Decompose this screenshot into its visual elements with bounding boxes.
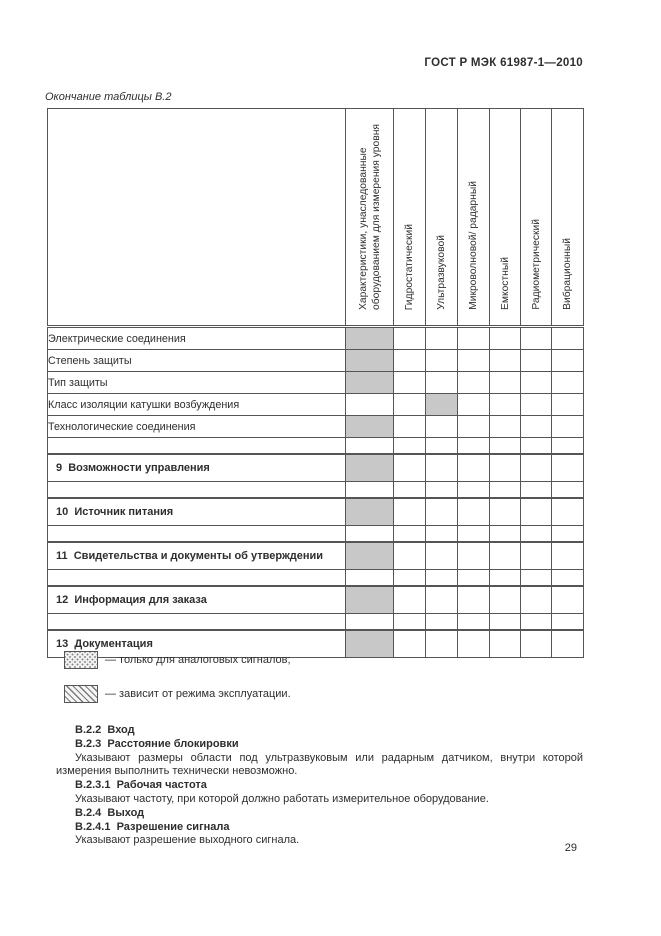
- section-paragraph: Указывают размеры области под ультразвуковым или радарным датчиком, внутри которой измерения выполнить технически невозможно.: [56, 751, 583, 778]
- data-cell: [490, 482, 521, 499]
- data-cell: [394, 526, 426, 543]
- data-cell: [458, 416, 490, 438]
- data-cell: [394, 542, 426, 570]
- document-title: ГОСТ Р МЭК 61987-1—2010: [424, 57, 583, 69]
- row-label-cell: 12 Информация для заказа: [48, 586, 346, 614]
- data-cell: [490, 327, 521, 350]
- data-cell: [552, 498, 584, 526]
- data-cell: [426, 482, 458, 499]
- data-cell: [521, 482, 552, 499]
- data-cell: [426, 526, 458, 543]
- data-cell: [394, 498, 426, 526]
- rotated-header-label: Микроволновой/ радарный: [468, 181, 479, 310]
- data-cell: [394, 394, 426, 416]
- section-paragraph: Указывают частоту, при которой должно работать измерительное оборудование.: [75, 792, 489, 805]
- data-cell: [552, 586, 584, 614]
- header-device-cell: [426, 109, 458, 327]
- row-label-cell: [48, 482, 346, 499]
- data-cell: [426, 372, 458, 394]
- data-cell: [346, 394, 394, 416]
- data-cell: [552, 630, 584, 658]
- data-cell: [521, 372, 552, 394]
- data-cell: [346, 482, 394, 499]
- table-row: [48, 526, 584, 543]
- legend-item: [64, 685, 291, 703]
- data-cell: [426, 614, 458, 631]
- legend: [64, 651, 291, 719]
- data-cell: [521, 526, 552, 543]
- table-row: [48, 498, 584, 526]
- data-cell: [490, 586, 521, 614]
- row-label-cell: Технологические соединения: [48, 416, 346, 438]
- data-cell: [426, 498, 458, 526]
- table-row: [48, 614, 584, 631]
- data-cell: [346, 614, 394, 631]
- data-cell: [552, 570, 584, 587]
- legend-item: [64, 651, 291, 669]
- section-heading: В.2.4 Выход: [75, 806, 145, 819]
- page-number: 29: [564, 842, 577, 854]
- data-cell: [552, 526, 584, 543]
- row-label-cell: 11 Свидетельства и документы об утверждении: [48, 542, 346, 570]
- data-cell: [426, 570, 458, 587]
- section-paragraph: Указывают разрешение выходного сигнала.: [75, 834, 300, 847]
- data-cell: [346, 438, 394, 455]
- data-cell: [346, 454, 394, 482]
- header-device-cell: [552, 109, 584, 327]
- data-cell: [552, 327, 584, 350]
- data-cell: [490, 542, 521, 570]
- data-cell: [521, 630, 552, 658]
- data-cell: [458, 454, 490, 482]
- data-cell: [394, 350, 426, 372]
- data-cell: [490, 394, 521, 416]
- table-row: [48, 327, 584, 350]
- data-cell: [426, 438, 458, 455]
- data-cell: [394, 570, 426, 587]
- data-cell: [552, 438, 584, 455]
- data-cell: [346, 570, 394, 587]
- data-cell: [521, 614, 552, 631]
- table-header-row: [48, 109, 584, 327]
- data-cell: [458, 570, 490, 587]
- data-cell: [426, 394, 458, 416]
- legend-label: — только для аналоговых сигналов;: [105, 654, 291, 666]
- data-cell: [458, 350, 490, 372]
- data-cell: [426, 350, 458, 372]
- data-cell: [346, 327, 394, 350]
- rotated-header-label: Радиометрический: [530, 219, 542, 310]
- data-cell: [394, 454, 426, 482]
- table-caption: Окончание таблицы В.2: [45, 91, 172, 103]
- data-cell: [458, 438, 490, 455]
- data-cell: [426, 630, 458, 658]
- table-row: [48, 570, 584, 587]
- data-cell: [490, 416, 521, 438]
- header-corner-cell: [48, 109, 346, 327]
- data-cell: [490, 630, 521, 658]
- rotated-header-label: Гидростатический: [404, 223, 415, 310]
- level-characteristics-table: [47, 108, 584, 658]
- data-cell: [346, 498, 394, 526]
- data-cell: [490, 372, 521, 394]
- data-cell: [552, 372, 584, 394]
- row-label-cell: [48, 570, 346, 587]
- data-cell: [490, 498, 521, 526]
- section-heading: В.2.4.1 Разрешение сигнала: [75, 820, 230, 833]
- data-cell: [426, 542, 458, 570]
- data-cell: [552, 416, 584, 438]
- data-cell: [458, 614, 490, 631]
- table-row: [48, 454, 584, 482]
- header-device-cell: [394, 109, 426, 327]
- section-heading: В.2.3.1 Рабочая частота: [75, 779, 207, 792]
- data-cell: [458, 327, 490, 350]
- data-cell: [458, 526, 490, 543]
- table-row: [48, 372, 584, 394]
- row-label-cell: 13 Документация: [48, 630, 346, 658]
- data-cell: [394, 327, 426, 350]
- data-cell: [490, 454, 521, 482]
- data-cell: [552, 394, 584, 416]
- data-cell: [458, 372, 490, 394]
- data-cell: [458, 498, 490, 526]
- row-label-cell: Степень защиты: [48, 350, 346, 372]
- data-cell: [552, 454, 584, 482]
- data-cell: [394, 614, 426, 631]
- data-cell: [490, 614, 521, 631]
- data-cell: [458, 586, 490, 614]
- legend-label: — зависит от режима эксплуатации.: [105, 688, 291, 700]
- row-label-cell: [48, 614, 346, 631]
- data-cell: [346, 542, 394, 570]
- row-label-cell: 10 Источник питания: [48, 498, 346, 526]
- table-row: [48, 416, 584, 438]
- table-row: [48, 350, 584, 372]
- data-cell: [426, 586, 458, 614]
- header-group-cell: [346, 109, 394, 327]
- rotated-header-label: Емкостный: [499, 257, 511, 310]
- notes-section: [56, 724, 583, 848]
- data-cell: [521, 438, 552, 455]
- data-cell: [552, 482, 584, 499]
- table-row: [48, 438, 584, 455]
- data-cell: [346, 372, 394, 394]
- data-cell: [490, 570, 521, 587]
- row-label-cell: Класс изоляции катушки возбуждения: [48, 394, 346, 416]
- data-cell: [346, 416, 394, 438]
- data-cell: [521, 586, 552, 614]
- data-cell: [426, 416, 458, 438]
- rotated-header-label: Ультразвуковой: [436, 235, 447, 310]
- data-cell: [458, 542, 490, 570]
- table-row: [48, 482, 584, 499]
- data-cell: [521, 350, 552, 372]
- header-device-cell: [458, 109, 490, 327]
- data-cell: [552, 614, 584, 631]
- table-row: [48, 542, 584, 570]
- data-cell: [552, 350, 584, 372]
- data-cell: [521, 498, 552, 526]
- data-cell: [458, 482, 490, 499]
- data-cell: [394, 482, 426, 499]
- data-cell: [394, 586, 426, 614]
- data-cell: [490, 438, 521, 455]
- rotated-header-label: Характеристики, унаследованные оборудованием для измерения уровня: [357, 124, 382, 310]
- row-label-cell: Электрические соединения: [48, 327, 346, 350]
- table-row: [48, 586, 584, 614]
- data-cell: [394, 438, 426, 455]
- dotted-pattern-swatch-icon: [64, 651, 98, 669]
- rotated-header-label: Вибрационный: [562, 238, 573, 310]
- data-cell: [521, 542, 552, 570]
- data-cell: [552, 542, 584, 570]
- data-cell: [346, 586, 394, 614]
- data-cell: [521, 454, 552, 482]
- data-cell: [521, 570, 552, 587]
- row-label-cell: Тип защиты: [48, 372, 346, 394]
- data-cell: [490, 350, 521, 372]
- data-cell: [394, 372, 426, 394]
- data-cell: [394, 416, 426, 438]
- data-cell: [426, 327, 458, 350]
- table-row: [48, 394, 584, 416]
- data-cell: [426, 454, 458, 482]
- section-heading: В.2.2 Вход: [75, 724, 135, 736]
- section-heading: В.2.3 Расстояние блокировки: [75, 737, 239, 750]
- header-device-cell: [490, 109, 521, 327]
- row-label-cell: [48, 438, 346, 455]
- data-cell: [346, 350, 394, 372]
- data-cell: [458, 630, 490, 658]
- data-cell: [490, 526, 521, 543]
- data-cell: [521, 327, 552, 350]
- data-cell: [394, 630, 426, 658]
- data-cell: [521, 416, 552, 438]
- row-label-cell: [48, 526, 346, 543]
- data-cell: [346, 526, 394, 543]
- hatched-pattern-swatch-icon: [64, 685, 98, 703]
- data-cell: [521, 394, 552, 416]
- row-label-cell: 9 Возможности управления: [48, 454, 346, 482]
- header-device-cell: [521, 109, 552, 327]
- data-cell: [346, 630, 394, 658]
- data-cell: [458, 394, 490, 416]
